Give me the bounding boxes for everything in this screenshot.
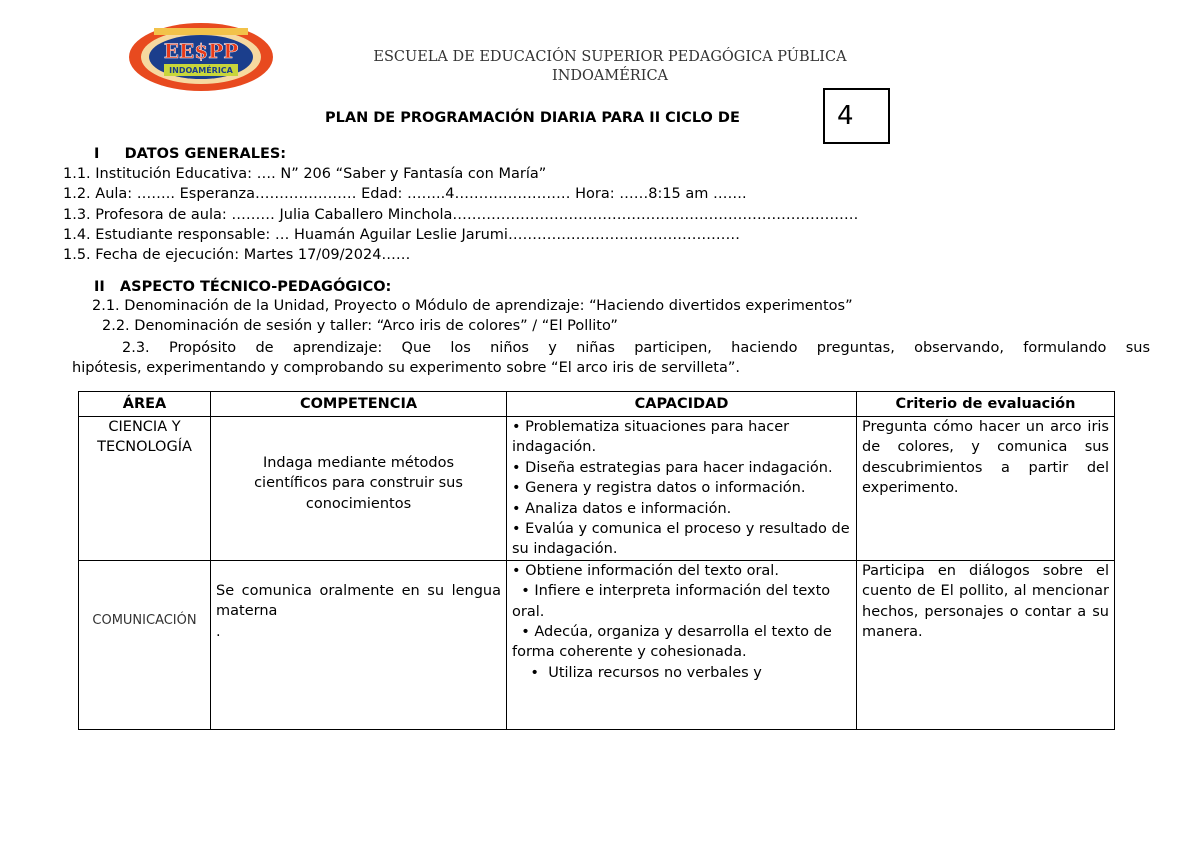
general-data-line-4: 1.4. Estudiante responsable: … Huamán Aguilar Leslie Jarumi…………………………………………: [63, 227, 740, 243]
header-area: ÁREA: [79, 392, 211, 417]
capacidad-item: forma coherente y cohesionada.: [512, 644, 747, 661]
section-1-heading: I DATOS GENERALES:: [94, 146, 287, 162]
section-2-heading: II ASPECTO TÉCNICO-PEDAGÓGICO:: [94, 279, 392, 295]
purpose-line-2: hipótesis, experimentando y comprobando su experimento sobre “El arco iris de servilleta”.: [72, 360, 740, 376]
svg-text:EE$PP: EE$PP: [163, 39, 239, 63]
capacidad-item: • Utiliza recursos no verbales y: [512, 664, 762, 681]
header-capacidad: CAPACIDAD: [507, 392, 857, 417]
area-cell: CIENCIA Y TECNOLOGÍA: [79, 417, 211, 561]
session-name-line: 2.2. Denominación de sesión y taller: “Arco iris de colores” / “El Pollito”: [102, 318, 618, 334]
table-header-row: [79, 392, 1115, 417]
competencia-text: Se comunica oralmente en su lengua materna: [216, 582, 501, 620]
table-row: [79, 560, 1115, 729]
header-criterio: Criterio de evaluación: [857, 392, 1115, 417]
capacidad-cell: [507, 417, 857, 561]
school-name-line2: INDOAMÉRICA: [551, 68, 669, 84]
capacidad-item: • Diseña estrategias para hacer indagación.: [512, 459, 833, 476]
criterio-cell: Participa en diálogos sobre el cuento de El pollito, al mencionar hechos, personajes o contar a su manera.: [857, 560, 1115, 729]
capacidad-item: • Genera y registra datos o información.: [512, 480, 806, 497]
general-data-line-2: 1.2. Aula: …….. Esperanza………………… Edad: ……..4…………………… Hora: ……8:15 am …….: [63, 186, 747, 202]
general-data-line-1: 1.1. Institución Educativa: …. N” 206 “Saber y Fantasía con María”: [63, 166, 547, 182]
age-box: 4: [823, 88, 890, 144]
school-name-line1: ESCUELA DE EDUCACIÓN SUPERIOR PEDAGÓGICA PÚBLICA: [373, 49, 847, 65]
capacidad-item: • Evalúa y comunica el proceso y resultado de su indagación.: [512, 521, 850, 558]
header-competencia: COMPETENCIA: [211, 392, 507, 417]
capacidad-item: • Analiza datos e información.: [512, 500, 732, 517]
area-cell: [79, 560, 211, 729]
general-data-line-5: 1.5. Fecha de ejecución: Martes 17/09/2024……: [63, 247, 411, 263]
planning-table: [78, 391, 1115, 730]
unit-name-line: 2.1. Denominación de la Unidad, Proyecto o Módulo de aprendizaje: “Haciendo divertidos experimentos”: [92, 298, 853, 314]
capacidad-list: [512, 561, 851, 707]
school-logo: [128, 22, 274, 92]
capacidad-item: • Obtiene información del texto oral.: [512, 562, 779, 579]
capacidad-item: oral.: [512, 603, 545, 620]
area-cell-text: COMUNICACIÓN: [92, 612, 197, 628]
purpose-line-1: 2.3. Propósito de aprendizaje: Que los niños y niñas participen, haciendo preguntas, observando, formulando sus: [122, 340, 1150, 356]
table-row: [79, 417, 1115, 561]
capacidad-item: • Problematiza situaciones para hacer indagación.: [512, 419, 790, 456]
purpose-paragraph: [72, 338, 1150, 378]
capacidad-cell: [507, 560, 857, 729]
criterio-cell: Pregunta cómo hacer un arco iris de colores, y comunica sus descubrimientos a partir del experimento.: [857, 417, 1115, 561]
school-name: [300, 48, 920, 86]
svg-text:INDOAMÉRICA: INDOAMÉRICA: [169, 66, 233, 75]
plan-title: PLAN DE PROGRAMACIÓN DIARIA PARA II CICLO DE: [325, 110, 740, 126]
competencia-dot: .: [216, 623, 221, 640]
general-data-line-3: 1.3. Profesora de aula: ……… Julia Caballero Minchola…………………………………………………………………………: [63, 207, 859, 223]
competencia-cell: [211, 560, 507, 729]
capacidad-item: • Adecúa, organiza y desarrolla el texto de: [512, 624, 832, 641]
competencia-cell: Indaga mediante métodos científicos para construir sus conocimientos: [211, 417, 507, 561]
capacidad-item: • Infiere e interpreta información del texto: [512, 583, 831, 600]
